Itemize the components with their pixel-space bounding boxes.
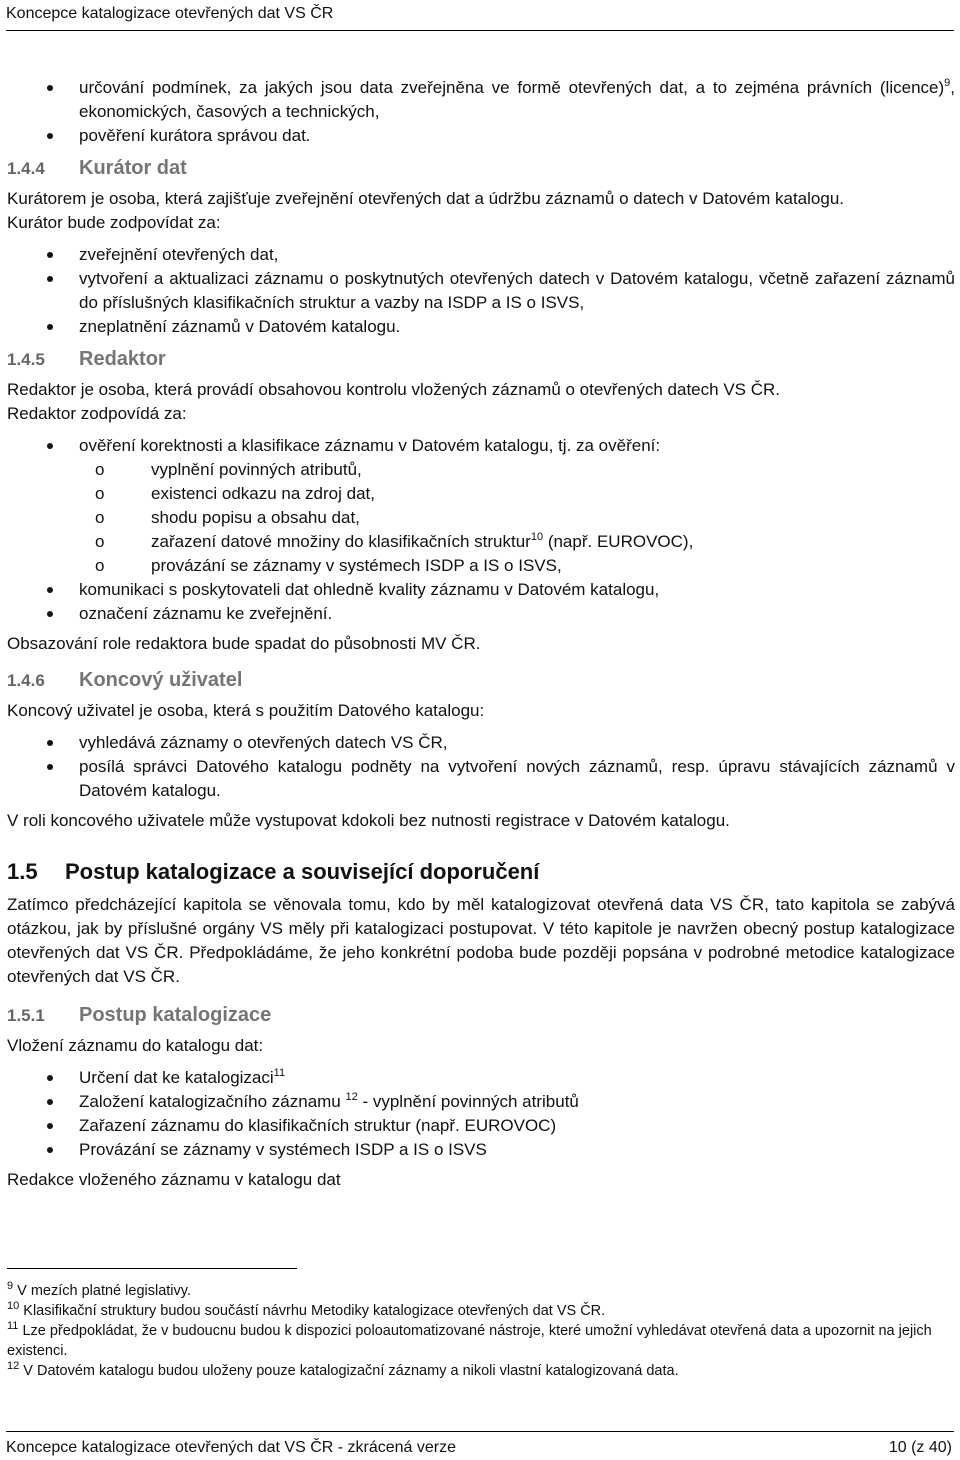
list-item: Určení dat ke katalogizaci$^{11}$ xyxy=(7,1066,955,1090)
page-number: 10 (z 40) xyxy=(888,1439,952,1456)
paragraph: Obsazování role redaktora bude spadat do působnosti MV ČR. xyxy=(7,634,481,653)
footer-title: Koncepce katalogizace otevřených dat VS ČR - zkrácená verze xyxy=(6,1439,457,1456)
list-item: vyhledává záznamy o otevřených datech VS ČR, xyxy=(7,731,955,755)
list-item: označení záznamu ke zveřejnění. xyxy=(7,602,955,626)
section-heading-kurator xyxy=(7,154,955,183)
paragraph: Redaktor zodpovídá za: xyxy=(7,404,187,423)
paragraph: Kurátor bude zodpovídat za: xyxy=(7,213,221,232)
footnote-number: 12 xyxy=(7,1360,20,1372)
sub-bullet-marker: o xyxy=(95,484,105,503)
sub-bullet-marker: o xyxy=(95,460,105,479)
section-number: 1.5 xyxy=(7,859,38,884)
section-heading-koncovy xyxy=(7,666,955,695)
footnote-ref[interactable]: 12 xyxy=(345,1091,358,1103)
section-title: Kurátor dat xyxy=(79,157,187,179)
page-content xyxy=(7,76,955,1192)
redaktor-bullet-list xyxy=(7,434,955,458)
sub-list-item: o zařazení datové množiny do klasifikačních struktur$^{10}$ (např. EUROVOC), xyxy=(151,530,955,554)
header-divider xyxy=(6,30,954,31)
paragraph: Kurátorem je osoba, která zajišťuje zveřejnění otevřených dat a údržbu záznamů o datech v Datovém katalogu. xyxy=(7,189,845,208)
kurator-bullet-list xyxy=(7,243,955,339)
section-number: 1.5.1 xyxy=(7,1006,45,1025)
list-item: komunikaci s poskytovateli dat ohledně kvality záznamu v Datovém katalogu, xyxy=(7,578,955,602)
section-title: Koncový uživatel xyxy=(79,669,243,691)
list-item: posílá správci Datového katalogu podněty na vytvoření nových záznamů, resp. úpravu stávajících záznamů v Datovém katalogu. xyxy=(7,755,955,803)
footnote-number: 10 xyxy=(7,1300,20,1312)
paragraph: Redaktor je osoba, která provádí obsahovou kontrolu vložených záznamů o otevřených datech VS ČR. xyxy=(7,380,780,399)
section-number: 1.4.5 xyxy=(7,350,45,369)
footnote-number: 11 xyxy=(7,1320,19,1332)
paragraph: Vložení záznamu do katalogu dat: xyxy=(7,1036,264,1055)
footnotes xyxy=(7,1268,955,1381)
list-item: ověření korektnosti a klasifikace záznamu v Datovém katalogu, tj. za ověření: xyxy=(7,434,955,458)
redaktor-sub-list xyxy=(95,458,955,578)
paragraph: Redakce vloženého záznamu v katalogu dat xyxy=(7,1170,341,1189)
list-item: zneplatnění záznamů v Datovém katalogu. xyxy=(7,315,955,339)
sub-bullet-marker: o xyxy=(95,556,105,575)
footnote: $^9$ V mezích platné legislativy. xyxy=(7,1280,191,1299)
footnote-divider xyxy=(7,1268,297,1269)
footnote-ref[interactable]: 10 xyxy=(530,531,544,543)
postup-bullet-list xyxy=(7,1066,955,1162)
sub-list-item: o vyplnění povinných atributů, xyxy=(151,458,955,482)
top-bullet-list xyxy=(7,76,955,148)
page-header xyxy=(6,4,954,24)
redaktor-bullet-list-2 xyxy=(7,578,955,626)
section-heading-postup-katalogizace xyxy=(7,1001,955,1030)
list-item: Zařazení záznamu do klasifikačních struktur (např. EUROVOC) xyxy=(7,1114,955,1138)
footnote-ref[interactable]: 11 xyxy=(273,1067,286,1079)
section-number: 1.4.4 xyxy=(7,159,45,178)
paragraph: Koncový uživatel je osoba, která s použitím Datového katalogu: xyxy=(7,701,485,720)
footnote: $^{12}$ V Datovém katalogu budou uloženy pouze katalogizační záznamy a nikoli vlastní katalogizovaná data. xyxy=(7,1360,679,1379)
list-item: Založení katalogizačního záznamu $^{12}$ - vyplnění povinných atributů xyxy=(7,1090,955,1114)
paragraph: Zatímco předcházející kapitola se věnovala tomu, kdo by měl katalogizovat otevřená data VS ČR, tato kapitola se zabývá otázkou, jak by příslušné orgány VS měly při katalogizaci postupovat. V této kapitole je navržen obecný postup katalogizace otevřených dat VS ČR. Předpokládáme, že jeho konkrétní podoba bude později popsána v podrobné metodice katalogizace otevřených dat VS ČR. xyxy=(7,895,955,986)
section-number: 1.4.6 xyxy=(7,671,45,690)
header-title: Koncepce katalogizace otevřených dat VS ČR xyxy=(6,5,334,22)
footnote: $^{11}$ Lze předpokládat, že v budoucnu budou k dispozici poloautomatizované nástroje, které umožní vyhledávat otevřená data a upozornit na jejich existenci. xyxy=(7,1320,932,1359)
page-footer xyxy=(6,1438,952,1458)
sub-list-item: o shodu popisu a obsahu dat, xyxy=(151,506,955,530)
section-heading-postup xyxy=(7,857,955,887)
paragraph: V roli koncového uživatele může vystupovat kdokoli bez nutnosti registrace v Datovém katalogu. xyxy=(7,811,730,830)
list-item: zveřejnění otevřených dat, xyxy=(7,243,955,267)
sub-bullet-marker: o xyxy=(95,532,105,551)
section-title: Postup katalogizace xyxy=(79,1004,272,1026)
section-title: Redaktor xyxy=(79,348,166,370)
list-item: Provázání se záznamy v systémech ISDP a IS o ISVS xyxy=(7,1138,955,1162)
list-item: určování podmínek, za jakých jsou data zveřejněna ve formě otevřených dat, a to zejména právních (licence)$^9$, ekonomických, časových a technických, xyxy=(7,76,955,124)
list-item: pověření kurátora správou dat. xyxy=(7,124,955,148)
sub-bullet-marker: o xyxy=(95,508,105,527)
sub-list-item: o existenci odkazu na zdroj dat, xyxy=(151,482,955,506)
section-heading-redaktor xyxy=(7,345,955,374)
footnote: $^{10}$ Klasifikační struktury budou součástí návrhu Metodiky katalogizace otevřených dat VS ČR. xyxy=(7,1300,606,1319)
footer-divider xyxy=(6,1431,954,1432)
list-item: vytvoření a aktualizaci záznamu o poskytnutých otevřených datech v Datovém katalogu, včetně zařazení záznamů do příslušných klasifikačních struktur a vazby na ISDP a IS o ISVS, xyxy=(7,267,955,315)
footnote-number: 9 xyxy=(7,1280,14,1292)
sub-list-item: o provázání se záznamy v systémech ISDP a IS o ISVS, xyxy=(151,554,955,578)
footnote-ref[interactable]: 9 xyxy=(944,77,951,89)
koncovy-bullet-list xyxy=(7,731,955,803)
section-title: Postup katalogizace a související doporučení xyxy=(65,859,540,884)
